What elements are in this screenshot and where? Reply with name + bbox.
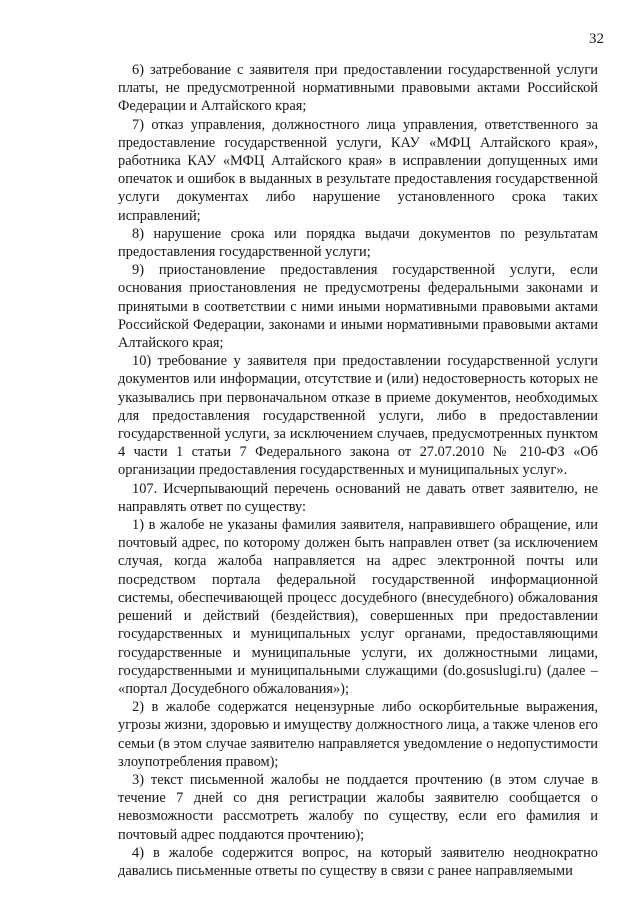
paragraph-item-6: 6) затребование с заявителя при предоставлении государственной услуги платы, не предусмотренной нормативными правовыми актами Российской Федерации и Алтайского края; <box>118 62 598 115</box>
paragraph-item-8: 8) нарушение срока или порядка выдачи документов по результатам предоставления государственной услуги; <box>118 225 598 261</box>
paragraph-subitem-1: 1) в жалобе не указаны фамилия заявителя, направившего обращение, или почтовый адрес, по которому должен быть направлен ответ (за исключением случая, когда жалоба направляется на адрес электронной почты или посредством портала федеральной государственной информационной системы, обеспечивающей процесс досудебного (внесудебного) обжалования решений и действий (бездействия), совершенных при предоставлении государственных и муниципальных услуг органами, предоставляющими государственные и муниципальные услуги, их должностными лицами, государственными и муниципальными служащими (do.gosuslugi.ru) (далее – «портал Досудебного обжалования»); <box>118 517 598 697</box>
paragraph-subitem-2: 2) в жалобе содержатся нецензурные либо оскорбительные выражения, угрозы жизни, здоровью и имуществу должностного лица, а также членов его семьи (в этом случае заявителю направляется уведомление о недопустимости злоупотребления правом); <box>118 699 598 770</box>
paragraph-item-7: 7) отказ управления, должностного лица управления, ответственного за предоставление государственной услуги, КАУ «МФЦ Алтайского края», работника КАУ «МФЦ Алтайского края» в исправлении допущенных ими опечаток и ошибок в выданных в результате предоставления государственной услуги документах либо нарушение установленного срока таких исправлений; <box>118 116 598 224</box>
document-body <box>118 61 598 880</box>
paragraph-subitem-3: 3) текст письменной жалобы не поддается прочтению (в этом случае в течение 7 дней со дня регистрации жалобы заявителю сообщается о невозможности рассмотреть жалобу по существу, если его фамилия и почтовый адрес поддаются прочтению); <box>118 771 598 843</box>
paragraph-subitem-4: 4) в жалобе содержится вопрос, на который заявителю неоднократно давались письменные ответы по существу в связи с ранее направляемыми <box>118 844 598 879</box>
paragraph-clause-107: 107. Исчерпывающий перечень оснований не давать ответ заявителю, не направлять ответ по существу: <box>118 480 598 515</box>
page-number: 32 <box>589 31 604 47</box>
paragraph-item-10: 10) требование у заявителя при предоставлении государственной услуги документов или информации, отсутствие и (или) недостоверность которых не указывались при первоначальном отказе в приеме документов, необходимых для предоставления государственной услуги, либо в предоставлении государственной услуги, за исключением случаев, предусмотренных пунктом 4 части 1 статьи 7 Федерального закона от 27.07.2010 № 210-ФЗ «Об организации предоставления государственных и муниципальных услуг». <box>118 353 598 479</box>
paragraph-item-9: 9) приостановление предоставления государственной услуги, если основания приостановления не предусмотрены федеральными законами и принятыми в соответствии с ними иными нормативными правовыми актами Российской Федерации, законами и иными нормативными правовыми актами Алтайского края; <box>118 262 598 352</box>
